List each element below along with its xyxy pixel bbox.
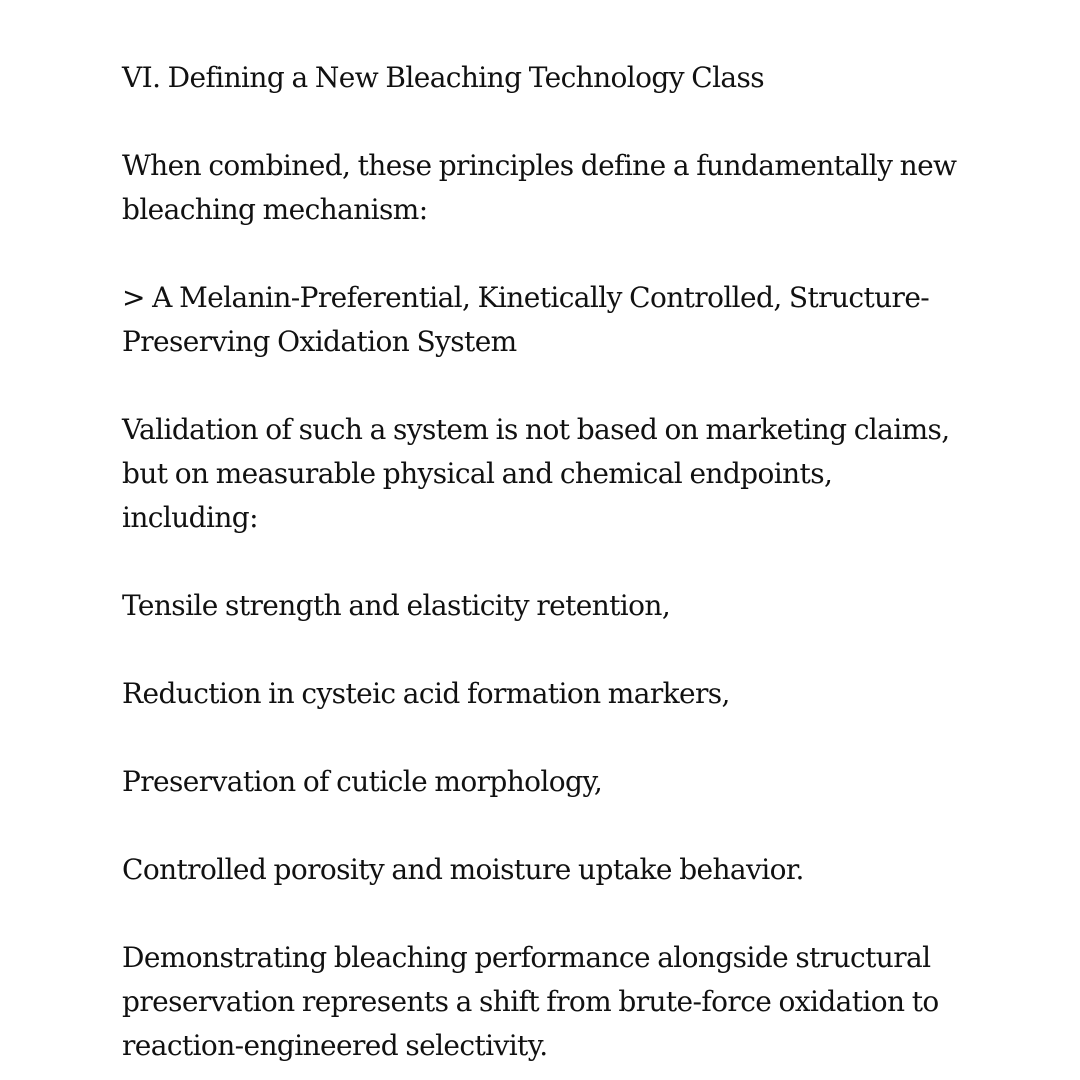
endpoint-item-porosity: Controlled porosity and moisture uptake behavior. xyxy=(122,853,804,886)
endpoint-item-cuticle: Preservation of cuticle morphology, xyxy=(122,765,603,798)
document-body xyxy=(122,56,962,1068)
intro-paragraph: When combined, these principles define a fundamentally new bleaching mechanism: xyxy=(122,149,957,226)
validation-paragraph: Validation of such a system is not based on marketing claims, but on measurable physical and chemical endpoints, including: xyxy=(122,413,950,534)
endpoint-item-cysteic: Reduction in cysteic acid formation markers, xyxy=(122,677,730,710)
endpoint-item-tensile: Tensile strength and elasticity retention, xyxy=(122,589,671,622)
quote-paragraph: > A Melanin-Preferential, Kinetically Controlled, Structure-Preserving Oxidation System xyxy=(122,281,930,358)
section-heading: VI. Defining a New Bleaching Technology Class xyxy=(122,61,765,94)
conclusion-paragraph: Demonstrating bleaching performance alongside structural preservation represents a shift from brute-force oxidation to reaction-engineered selectivity. xyxy=(122,941,939,1062)
